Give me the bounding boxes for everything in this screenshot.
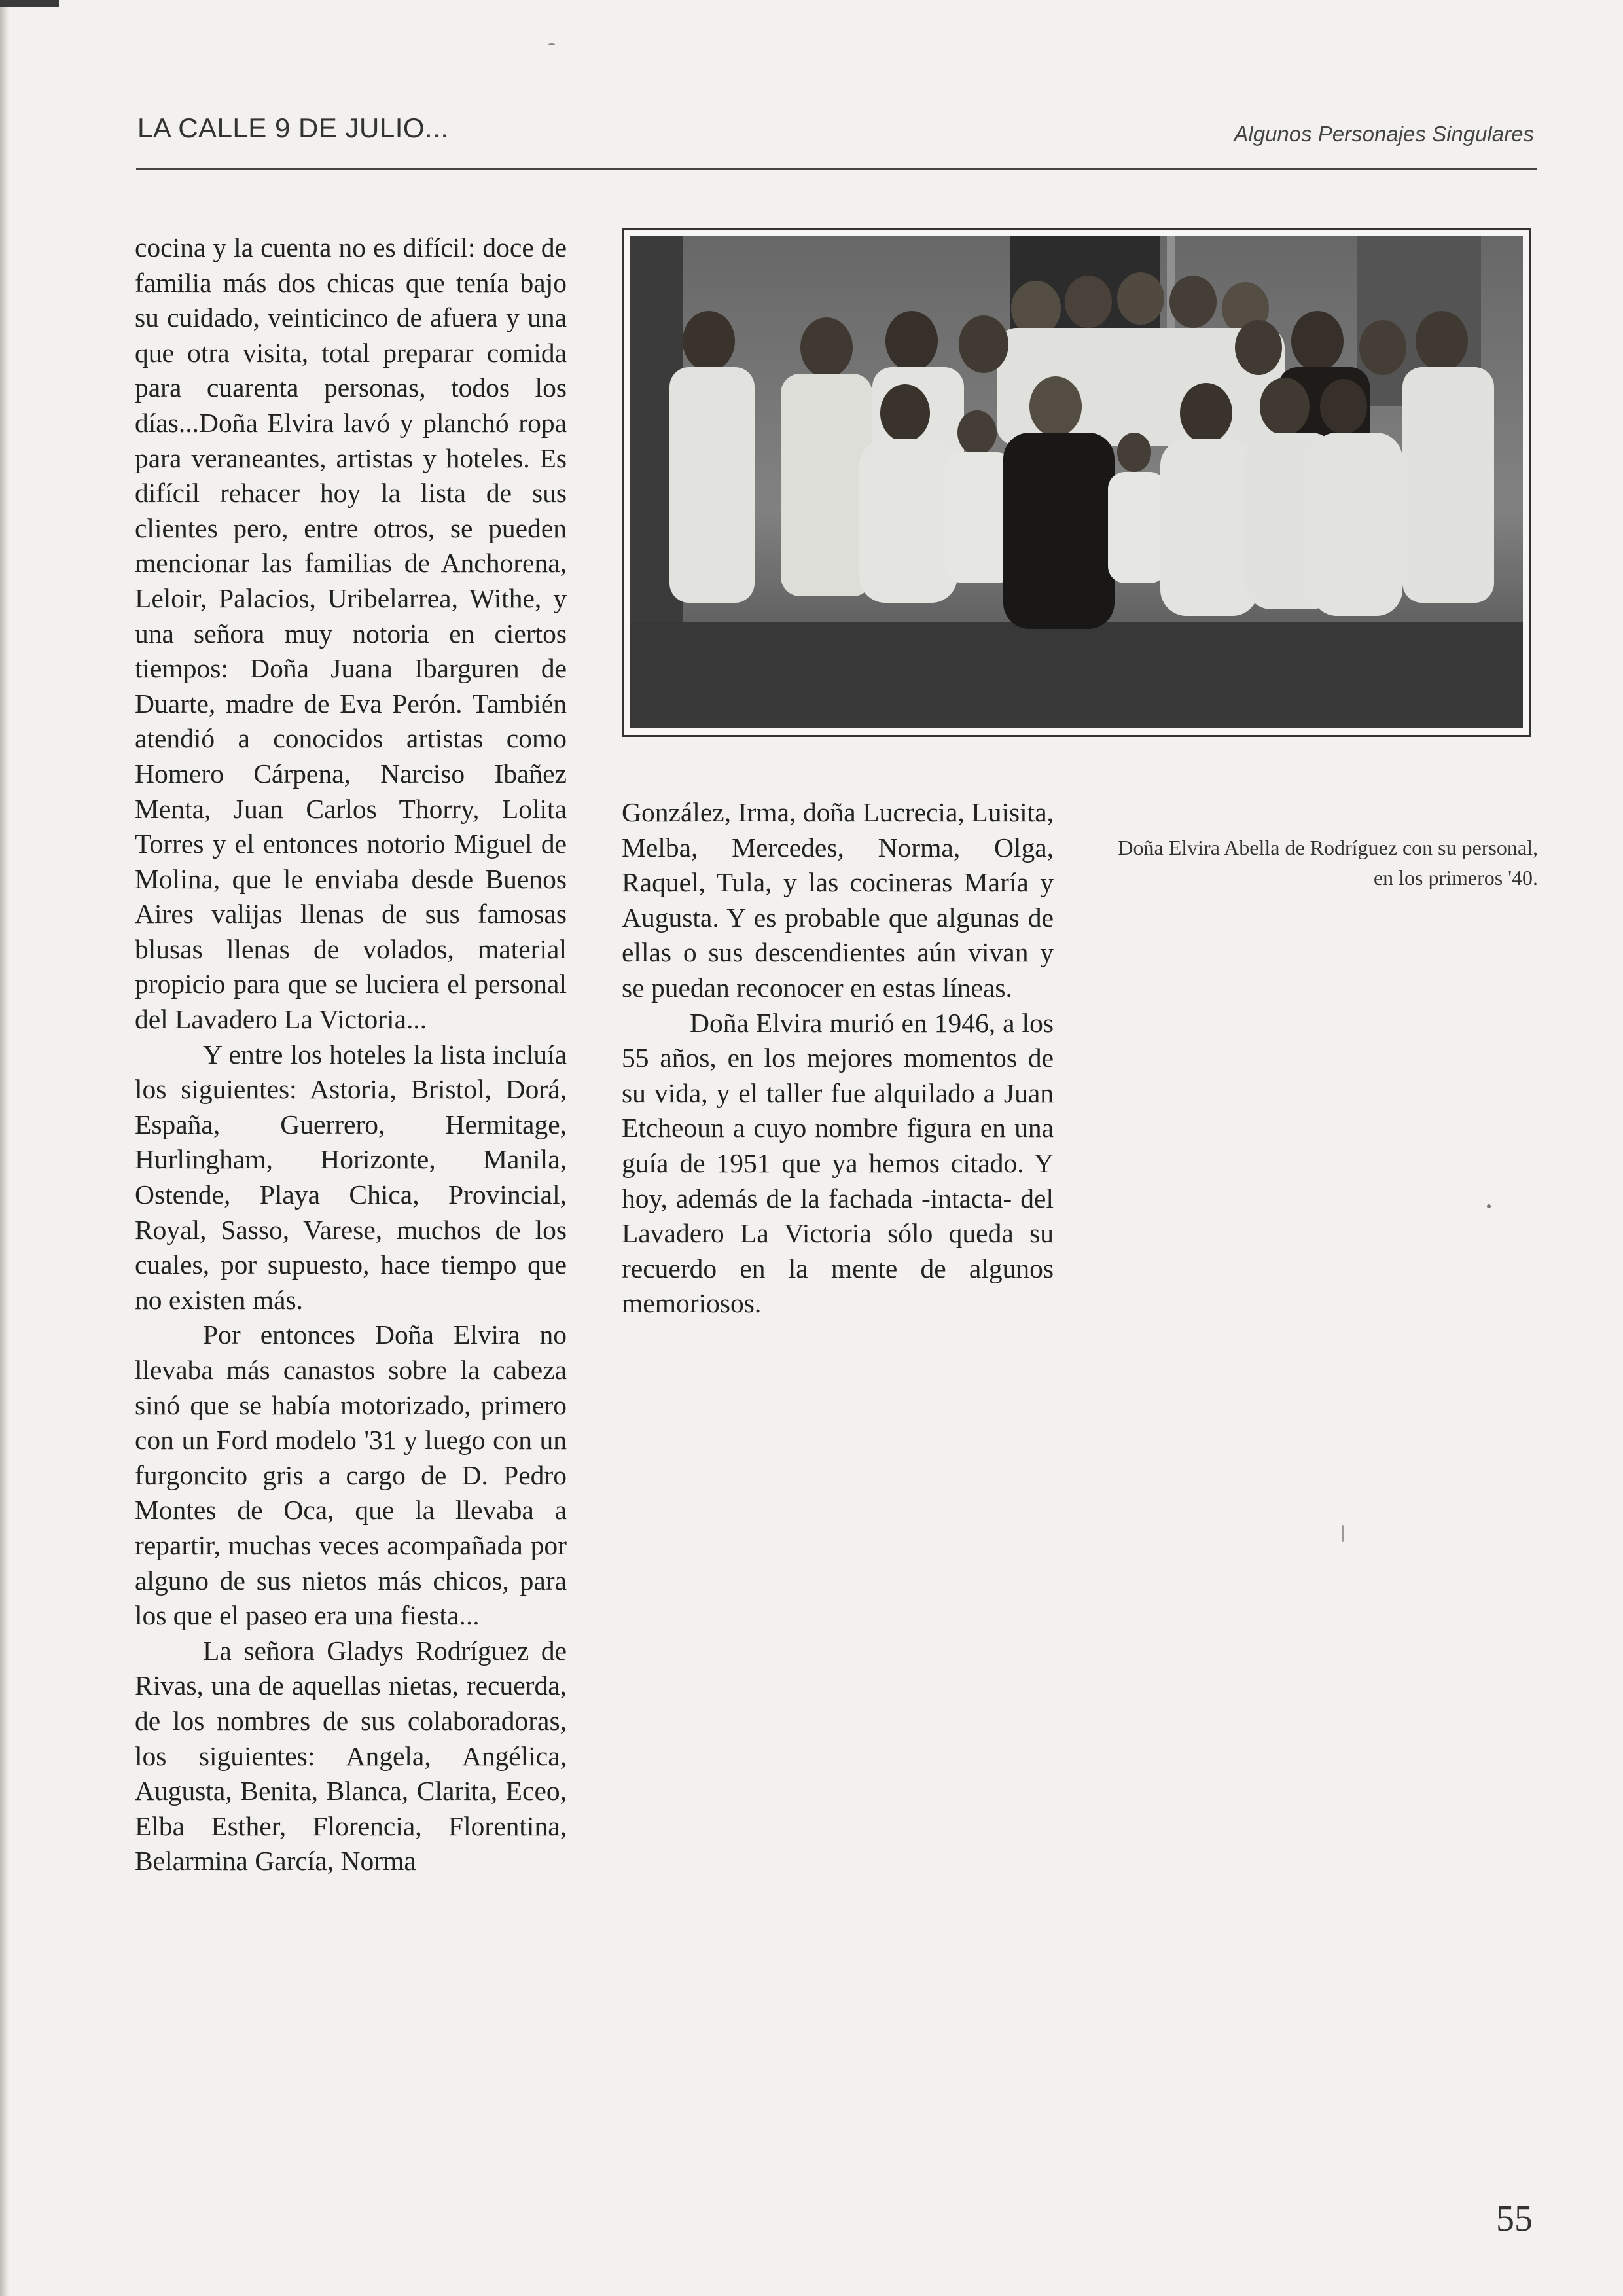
paragraph: La señora Gladys Rodríguez de Rivas, una de aquellas nietas, recuerda, de los nombres de sus colaboradoras, los siguientes: Angela, Angélica, Augusta, Benita, Blanca, Clarita, Eceo, Elba Esther, Florencia, Florentina, Belarmina García, Norma (135, 1635, 567, 1876)
photo-illustration (630, 236, 1523, 728)
paragraph: cocina y la cuenta no es difícil: doce de familia más dos chicas que tenía bajo su cuidado, veinticinco de afuera y una que otra visita, total preparar comida para cuarenta personas, todos los días...Doña Elvira lavó y planchó ropa para veraneantes, artistas y hoteles. Es difícil rehacer hoy la lista de sus clientes pero, entre otros, se pueden mencionar las familias de Anchorena, Leloir, Palacios, Uribelarrea, Withe, y una señora muy notoria en ciertos tiempos: Doña Juana Ibarguren de Duarte, madre de Eva Perón. También atendió a conocidos artistas como Homero Cárpena, Narciso Ibañez Menta, Juan Carlos Thorry, Lolita Torres y el entonces notorio Miguel de Molina, que le enviaba desde Buenos Aires valijas llenas de sus famosas blusas llenas de volados, material propicio para que se luciera el personal del Lavadero La Victoria... (135, 232, 567, 1035)
running-title: LA CALLE 9 DE JULIO... (137, 113, 449, 143)
paragraph: Doña Elvira murió en 1946, a los 55 años, en los mejores momentos de su vida, y el taller fue alquilado a Juan Etcheoun a cuyo nombre figura en una guía de 1951 que ya hemos citado. Y hoy, además de la fachada -intacta- del Lavadero La Victoria sólo queda su recuerdo en la mente de algunos memoriosos. (622, 1007, 1054, 1319)
photo-image (630, 236, 1523, 728)
page-shadow (0, 0, 9, 2296)
page-number: 55 (1496, 2198, 1533, 2239)
paragraph: González, Irma, doña Lucrecia, Luisita, Melba, Mercedes, Norma, Olga, Raquel, Tula, y las cocineras María y Augusta. Y es probable que algunas de ellas o sus descendientes aún vivan y se puedan reconocer en estas líneas. (622, 797, 1054, 1003)
scan-speck (1487, 1204, 1491, 1208)
scan-speck (1342, 1525, 1344, 1542)
middle-text-column (622, 795, 1054, 1321)
left-text-column (135, 230, 567, 1879)
scan-speck (548, 43, 555, 45)
paragraph: Y entre los hoteles la lista incluía los siguientes: Astoria, Bristol, Dorá, España, Guerrero, Hermitage, Hurlingham, Horizonte, Manila, Ostende, Playa Chica, Provincial, Royal, Sasso, Varese, muchos de los cuales, por supuesto, hace tiempo que no existen más. (135, 1039, 567, 1315)
section-title: Algunos Personajes Singulares (1234, 122, 1534, 146)
scan-corner (0, 0, 59, 7)
group-photo (622, 228, 1531, 737)
paragraph: Por entonces Doña Elvira no llevaba más canastos sobre la cabeza sinó que se había motorizado, primero con un Ford modelo '31 y luego con un furgoncito gris a cargo de D. Pedro Montes de Oca, que la llevaba a repartir, muchas veces acompañada por alguno de sus nietos más chicos, para los que el paseo era una fiesta... (135, 1319, 567, 1631)
header-rule (136, 168, 1537, 170)
photo-caption: Doña Elvira Abella de Rodríguez con su personal, en los primeros '40. (1118, 836, 1538, 889)
